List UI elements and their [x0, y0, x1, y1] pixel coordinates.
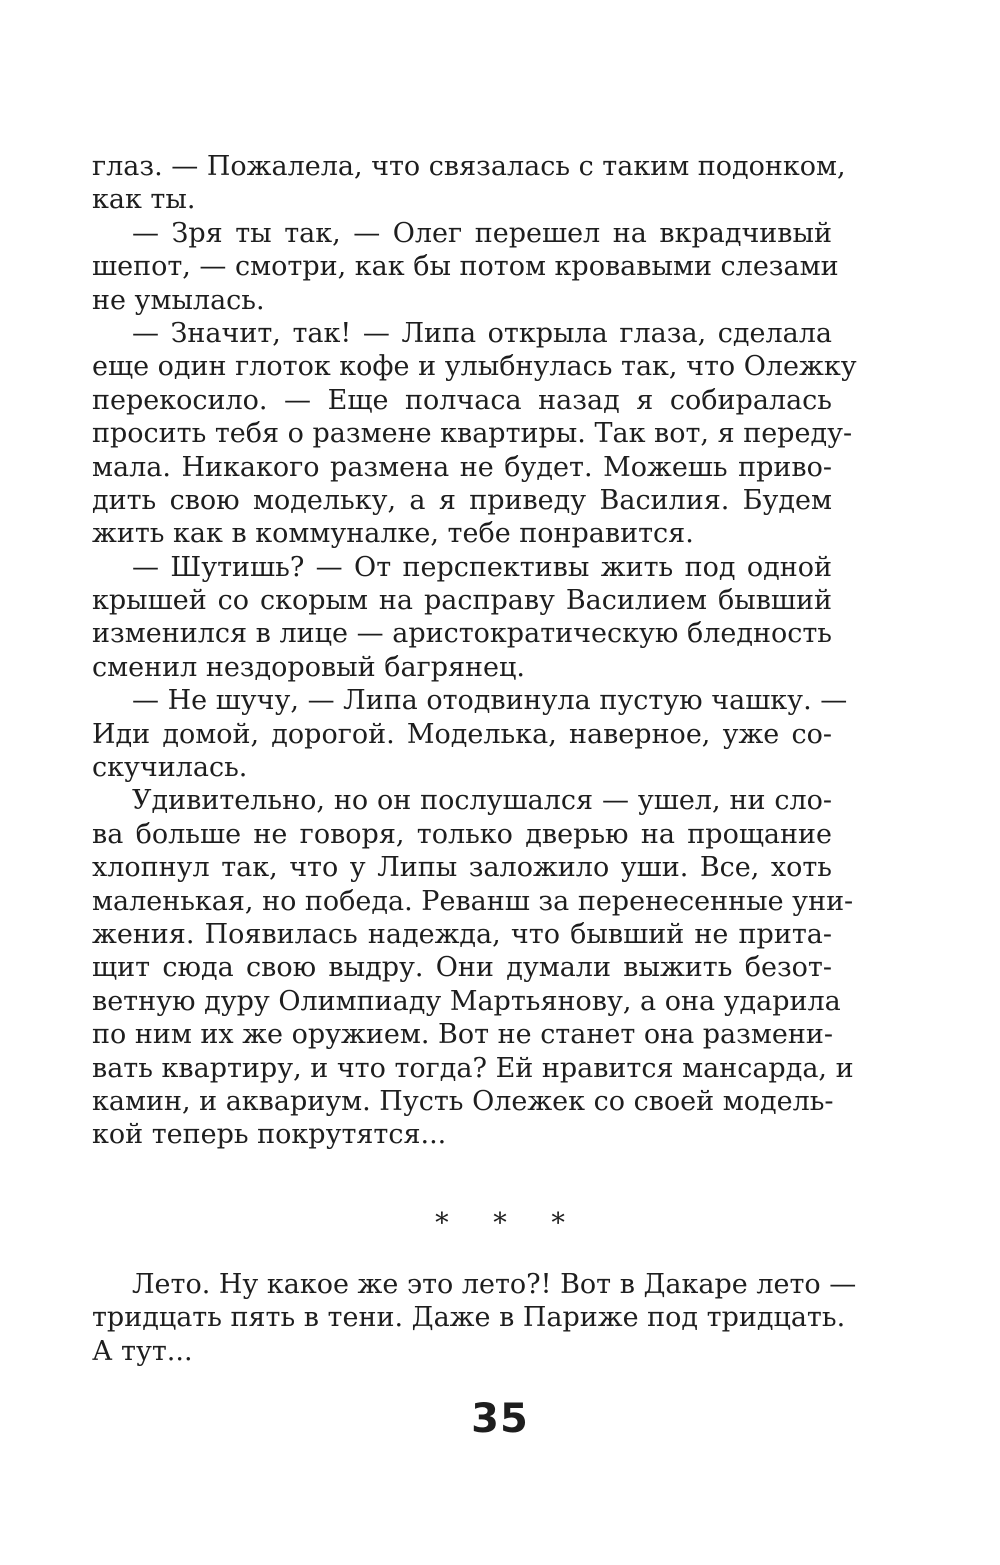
text-line: камин, и аквариум. Пусть Олежек со своей модель-: [92, 1085, 834, 1117]
text-line: глаз. — Пожалела, что связалась с таким подонком,: [92, 151, 846, 182]
text-line: — Шутишь? — От перспективы жить под одной: [132, 551, 832, 583]
text-line: ветную дуру Олимпиаду Мартьянову, а она ударила: [92, 985, 841, 1017]
text-line: кой теперь покрутятся...: [92, 1119, 447, 1151]
text-line: жения. Появилась надежда, что бывший не прита-: [92, 918, 832, 950]
text-line: дить свою модельку, а я приведу Василия. Будем: [92, 484, 832, 516]
text-line: щит сюда свою выдру. Они думали выжить безот-: [92, 952, 832, 984]
text-line: — Значит, так! — Липа открыла глаза, сделала: [132, 317, 832, 349]
text-line: как ты.: [92, 184, 196, 216]
text-line: просить тебя о размене квартиры. Так вот, я переду-: [92, 418, 853, 450]
page-number: 35: [471, 1396, 529, 1442]
text-line: мала. Никакого размена не будет. Можешь приво-: [92, 451, 832, 483]
text-line: — Не шучу, — Липа отодвинула пустую чашку. —: [132, 685, 848, 717]
text-line: маленькая, но победа. Реванш за перенесенные уни-: [92, 885, 854, 917]
text-line: Лето. Ну какое же это лето?! Вот в Дакаре лето —: [132, 1269, 857, 1300]
text-line: хлопнул так, что у Липы заложило уши. Все, хоть: [92, 852, 832, 884]
text-line: сменил нездоровый багрянец.: [92, 651, 525, 683]
section-separator: * * *: [435, 1208, 583, 1239]
text-line: перекосило. — Еще полчаса назад я собиралась: [92, 384, 832, 416]
main-text-continued: [92, 1268, 857, 1368]
text-line: Удивительно, но он послушался — ушел, ни сло-: [132, 785, 832, 817]
text-line: А тут...: [92, 1335, 193, 1367]
text-line: не умылась.: [92, 284, 265, 316]
text-line: жить как в коммуналке, тебе понравится.: [92, 518, 694, 550]
text-line: ва больше не говоря, только дверью на прощание: [92, 818, 832, 850]
main-text: [92, 150, 857, 1152]
text-line: по ним их же оружием. Вот не станет она размени-: [92, 1019, 833, 1051]
text-line: изменился в лице — аристократическую бледность: [92, 618, 832, 650]
text-line: еще один глоток кофе и улыбнулась так, что Олежку: [92, 351, 857, 383]
text-line: тридцать пять в тени. Даже в Париже под тридцать.: [92, 1302, 846, 1334]
text-line: шепот, — смотри, как бы потом кровавыми слезами: [92, 251, 839, 283]
text-line: — Зря ты так, — Олег перешел на вкрадчивый: [132, 217, 832, 249]
text-line: Иди домой, дорогой. Моделька, наверное, уже со-: [92, 718, 832, 750]
text-line: скучилась.: [92, 752, 248, 784]
text-line: крышей со скорым на расправу Василием бывший: [92, 585, 832, 617]
text-line: вать квартиру, и что тогда? Ей нравится мансарда, и: [92, 1052, 854, 1084]
